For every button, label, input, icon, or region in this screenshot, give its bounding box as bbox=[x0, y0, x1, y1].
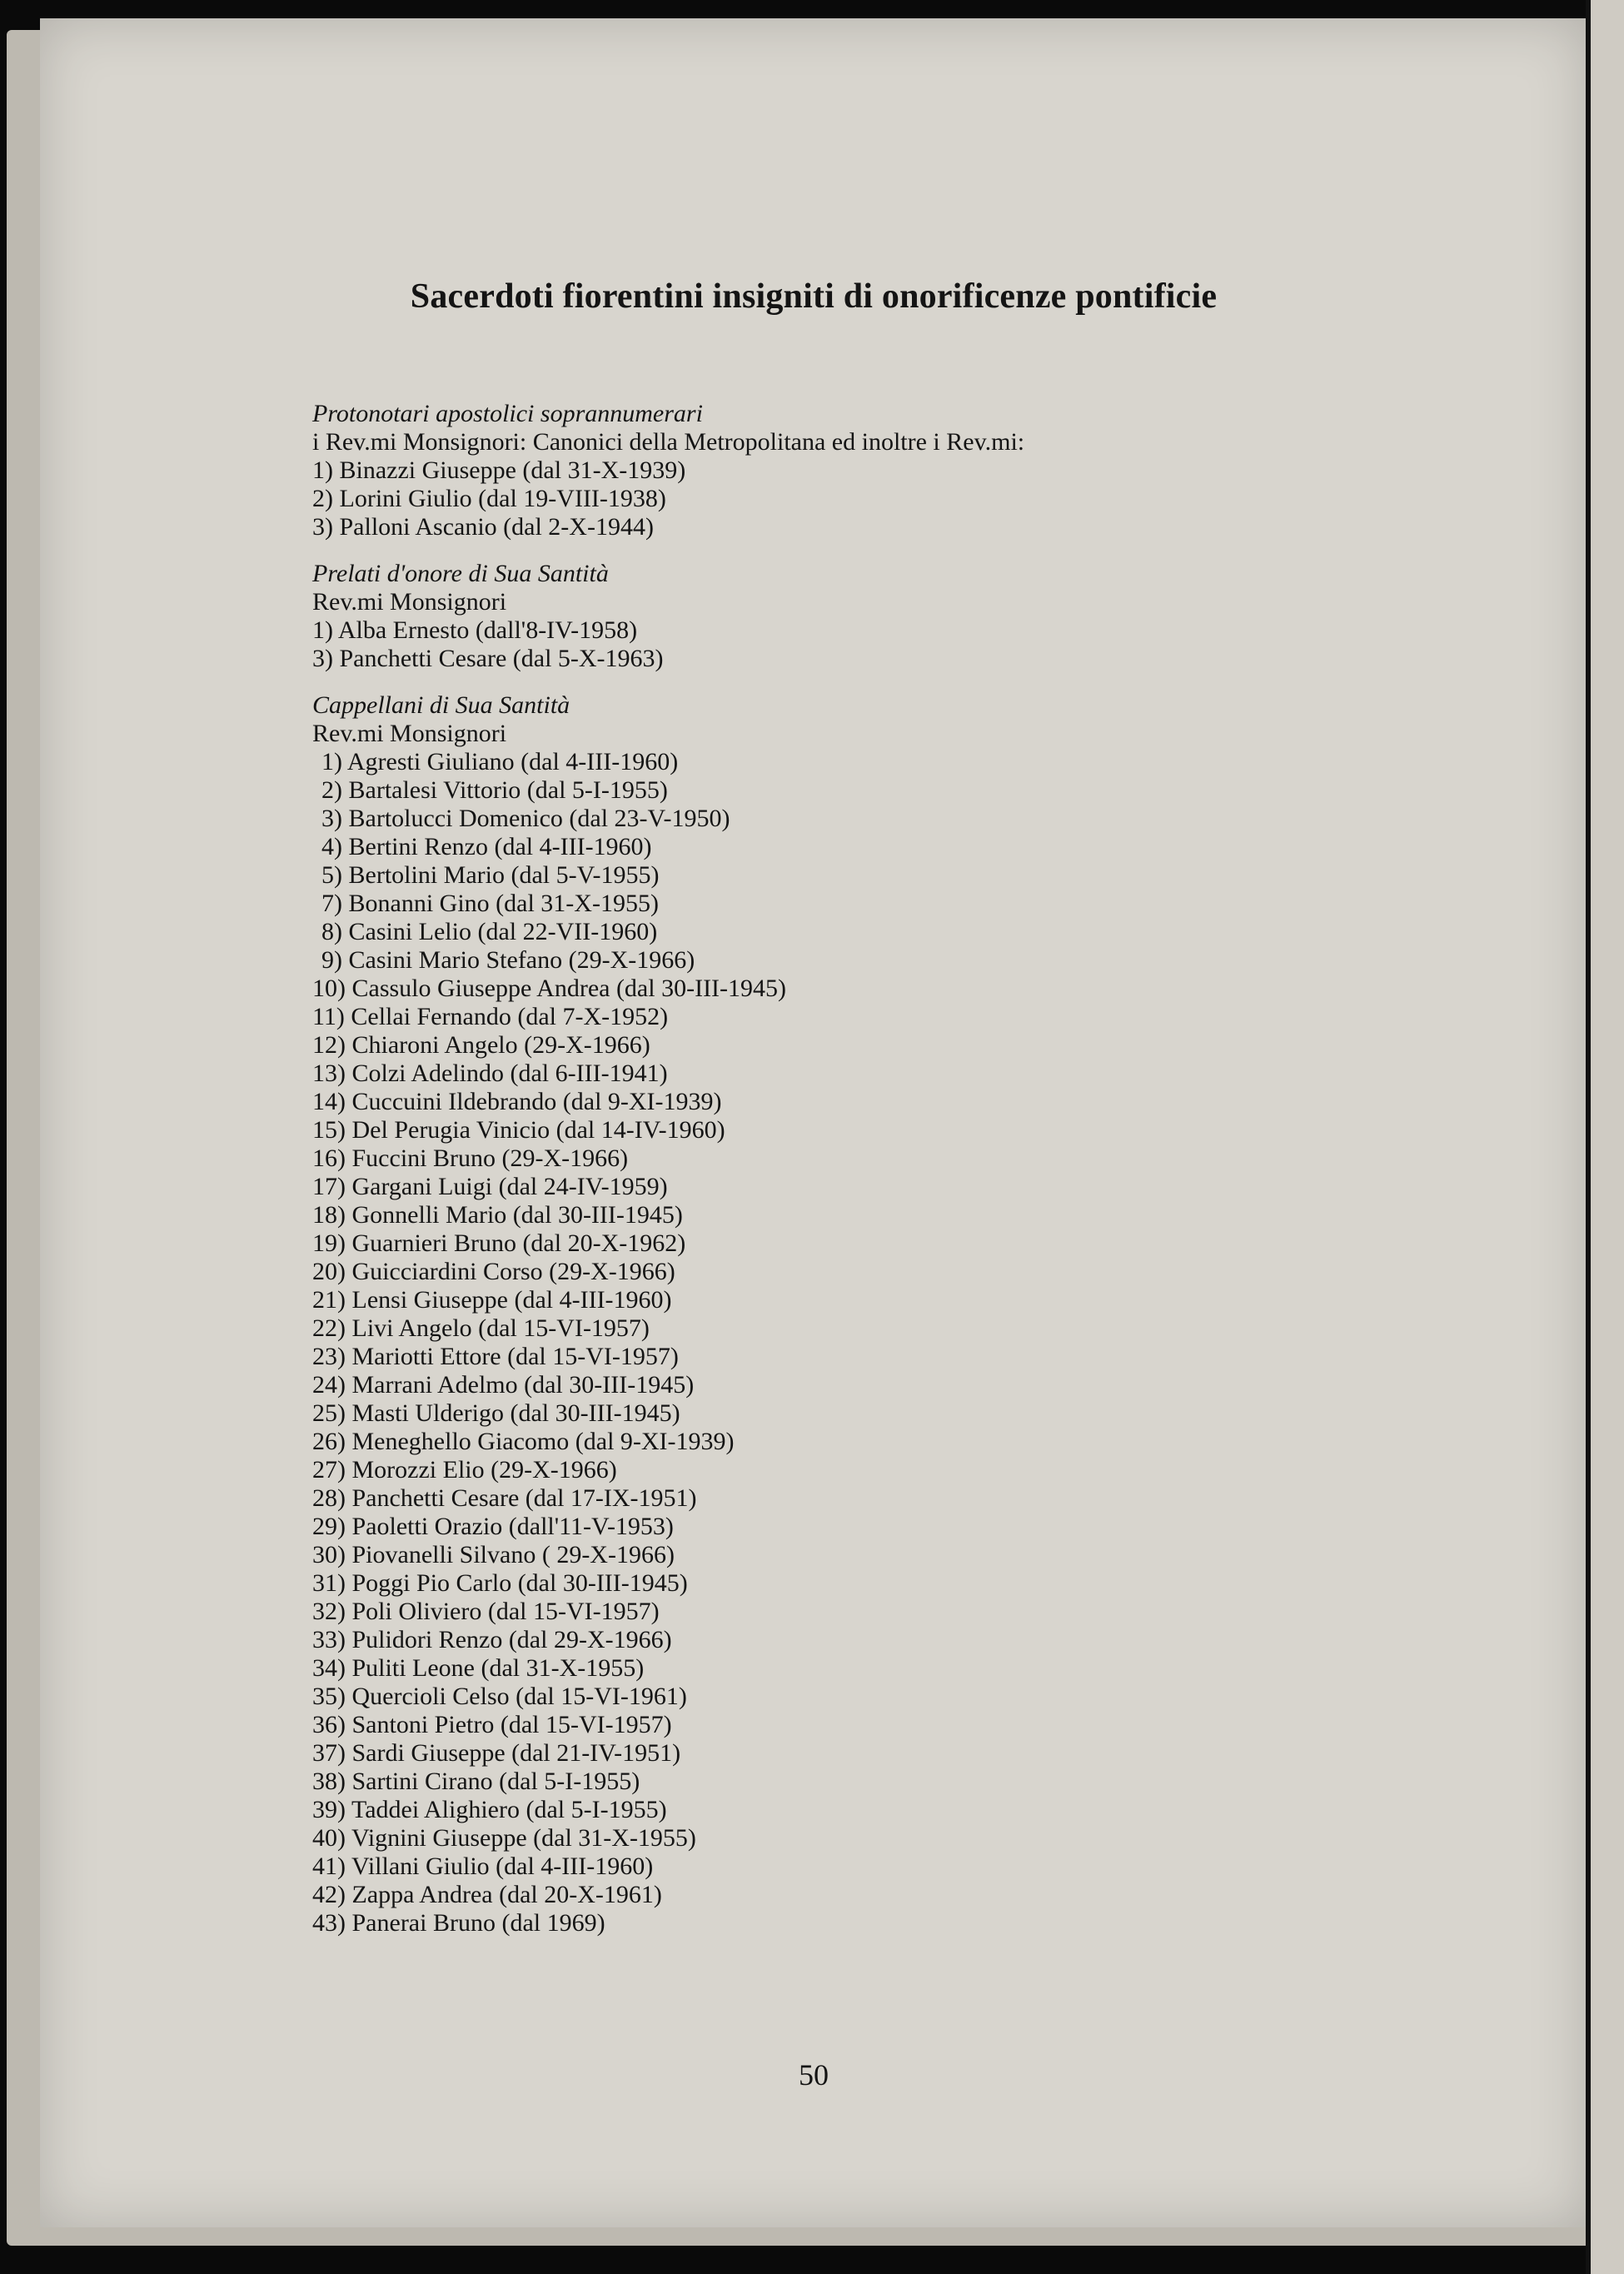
list-item-number: 16) bbox=[312, 1144, 346, 1172]
list-item bbox=[312, 1768, 1312, 1796]
list-item-text: Fuccini Bruno (29-X-1966) bbox=[351, 1144, 629, 1172]
list-item-text: Sartini Cirano (dal 5-I-1955) bbox=[351, 1768, 640, 1795]
list-item-number: 39) bbox=[312, 1796, 346, 1823]
list-item-number: 2) bbox=[321, 776, 342, 804]
list-item bbox=[312, 1314, 1312, 1343]
list-item-number: 23) bbox=[312, 1343, 346, 1370]
section-protonotari bbox=[312, 400, 1312, 541]
list-item-number: 2) bbox=[312, 485, 333, 512]
protonotari-list bbox=[312, 456, 1312, 541]
list-item bbox=[312, 1853, 1312, 1881]
list-item-text: Poli Oliviero (dal 15-VI-1957) bbox=[351, 1598, 660, 1625]
adjacent-page-edge bbox=[1586, 0, 1624, 2274]
list-item-number: 21) bbox=[312, 1286, 346, 1314]
list-item-number: 29) bbox=[312, 1513, 346, 1540]
list-item bbox=[312, 1173, 1312, 1201]
list-item bbox=[312, 513, 1312, 541]
list-item-text: Cellai Fernando (dal 7-X-1952) bbox=[351, 1003, 669, 1030]
list-item bbox=[312, 890, 1312, 918]
list-item bbox=[312, 1144, 1312, 1173]
list-item-text: Lorini Giulio (dal 19-VIII-1938) bbox=[339, 485, 666, 512]
list-item bbox=[312, 1626, 1312, 1654]
prelati-list bbox=[312, 616, 1312, 673]
list-item bbox=[312, 833, 1312, 861]
list-item bbox=[312, 1484, 1312, 1513]
list-item bbox=[312, 1060, 1312, 1088]
list-item-number: 18) bbox=[312, 1201, 346, 1229]
list-item bbox=[312, 975, 1312, 1003]
list-item-number: 13) bbox=[312, 1060, 346, 1087]
list-item-text: Vignini Giuseppe (dal 31-X-1955) bbox=[351, 1824, 696, 1852]
list-item-text: Casini Lelio (dal 22-VII-1960) bbox=[348, 918, 658, 945]
list-item bbox=[312, 748, 1312, 776]
cappellani-list bbox=[312, 748, 1312, 1937]
list-item-text: Meneghello Giacomo (dal 9-XI-1939) bbox=[351, 1428, 735, 1455]
list-item-text: Gargani Luigi (dal 24-IV-1959) bbox=[351, 1173, 668, 1200]
list-item-number: 37) bbox=[312, 1739, 346, 1767]
section-prelati bbox=[312, 560, 1312, 673]
list-item-number: 1) bbox=[321, 748, 342, 775]
list-item bbox=[312, 1683, 1312, 1711]
list-item-number: 43) bbox=[312, 1909, 346, 1937]
list-item-text: Bartolucci Domenico (dal 23-V-1950) bbox=[348, 805, 730, 832]
list-item-text: Bertini Renzo (dal 4-III-1960) bbox=[348, 833, 652, 860]
list-item-text: Panerai Bruno (dal 1969) bbox=[351, 1909, 605, 1937]
list-item-number: 34) bbox=[312, 1654, 346, 1682]
list-item-number: 3) bbox=[321, 805, 342, 832]
list-item-number: 17) bbox=[312, 1173, 346, 1200]
list-item-text: Bonanni Gino (dal 31-X-1955) bbox=[348, 890, 659, 917]
section-heading: Prelati d'onore di Sua Santità bbox=[312, 560, 609, 587]
list-item-number: 8) bbox=[321, 918, 342, 945]
list-item bbox=[312, 776, 1312, 805]
section-heading: Cappellani di Sua Santità bbox=[312, 691, 570, 719]
list-item-number: 30) bbox=[312, 1541, 346, 1568]
list-item bbox=[312, 861, 1312, 890]
list-item-number: 4) bbox=[321, 833, 342, 860]
list-item-text: Livi Angelo (dal 15-VI-1957) bbox=[351, 1314, 650, 1342]
list-item-text: Cuccuini Ildebrando (dal 9-XI-1939) bbox=[351, 1088, 722, 1115]
list-item-number: 24) bbox=[312, 1371, 346, 1399]
list-item bbox=[312, 1399, 1312, 1428]
list-item bbox=[312, 1088, 1312, 1116]
list-item bbox=[312, 1371, 1312, 1399]
list-item bbox=[312, 1456, 1312, 1484]
list-item-number: 31) bbox=[312, 1569, 346, 1597]
list-item-text: Zappa Andrea (dal 20-X-1961) bbox=[351, 1881, 662, 1908]
list-item-text: Pulidori Renzo (dal 29-X-1966) bbox=[351, 1626, 672, 1653]
list-item bbox=[312, 946, 1312, 975]
list-item-number: 5) bbox=[321, 861, 342, 889]
list-item bbox=[312, 1598, 1312, 1626]
list-item-text: Bartalesi Vittorio (dal 5-I-1955) bbox=[348, 776, 668, 804]
section-heading: Protonotari apostolici soprannumerari bbox=[312, 400, 703, 427]
list-item-number: 10) bbox=[312, 975, 346, 1002]
list-item-text: Guarnieri Bruno (dal 20-X-1962) bbox=[351, 1229, 686, 1257]
list-item-text: Masti Ulderigo (dal 30-III-1945) bbox=[351, 1399, 680, 1427]
page-title: Sacerdoti fiorentini insigniti di onorificenze pontificie bbox=[410, 277, 1218, 316]
list-item-text: Santoni Pietro (dal 15-VI-1957) bbox=[351, 1711, 672, 1738]
list-item bbox=[312, 1258, 1312, 1286]
list-item-number: 35) bbox=[312, 1683, 346, 1710]
list-item-number: 20) bbox=[312, 1258, 346, 1285]
list-item-number: 1) bbox=[312, 456, 333, 484]
list-item-number: 7) bbox=[321, 890, 342, 917]
list-item-number: 11) bbox=[312, 1003, 345, 1030]
list-item-number: 3) bbox=[312, 513, 333, 541]
list-item bbox=[312, 1428, 1312, 1456]
list-item-number: 15) bbox=[312, 1116, 346, 1144]
list-item bbox=[312, 1343, 1312, 1371]
list-item-text: Chiaroni Angelo (29-X-1966) bbox=[351, 1031, 650, 1059]
list-item bbox=[312, 1796, 1312, 1824]
list-item-text: Gonnelli Mario (dal 30-III-1945) bbox=[351, 1201, 683, 1229]
list-item bbox=[312, 1513, 1312, 1541]
list-item bbox=[312, 1541, 1312, 1569]
list-item-number: 27) bbox=[312, 1456, 346, 1484]
list-item-text: Colzi Adelindo (dal 6-III-1941) bbox=[351, 1060, 668, 1087]
list-item bbox=[312, 485, 1312, 513]
list-item-number: 42) bbox=[312, 1881, 346, 1908]
list-item-number: 32) bbox=[312, 1598, 346, 1625]
list-item-text: Villani Giulio (dal 4-III-1960) bbox=[351, 1853, 654, 1880]
list-item-text: Agresti Giuliano (dal 4-III-1960) bbox=[346, 748, 679, 775]
list-item-text: Bertolini Mario (dal 5-V-1955) bbox=[348, 861, 660, 889]
list-item-text: Panchetti Cesare (dal 5-X-1963) bbox=[339, 645, 664, 672]
list-item-text: Palloni Ascanio (dal 2-X-1944) bbox=[339, 513, 654, 541]
list-item-text: Cassulo Giuseppe Andrea (dal 30-III-1945) bbox=[351, 975, 787, 1002]
list-item-text: Del Perugia Vinicio (dal 14-IV-1960) bbox=[351, 1116, 725, 1144]
list-item-text: Taddei Alighiero (dal 5-I-1955) bbox=[351, 1796, 667, 1823]
list-item-text: Sardi Giuseppe (dal 21-IV-1951) bbox=[351, 1739, 681, 1767]
list-item-text: Alba Ernesto (dall'8-IV-1958) bbox=[337, 616, 638, 644]
list-item bbox=[312, 1654, 1312, 1683]
list-item-text: Paoletti Orazio (dall'11-V-1953) bbox=[351, 1513, 674, 1540]
list-item-number: 14) bbox=[312, 1088, 346, 1115]
page-number: 50 bbox=[799, 2058, 829, 2092]
list-item bbox=[312, 918, 1312, 946]
list-item bbox=[312, 1711, 1312, 1739]
list-item bbox=[312, 1201, 1312, 1229]
list-item bbox=[312, 1286, 1312, 1314]
list-item bbox=[312, 1909, 1312, 1937]
list-item bbox=[312, 1116, 1312, 1144]
list-item bbox=[312, 1031, 1312, 1060]
list-item-number: 26) bbox=[312, 1428, 346, 1455]
list-item-text: Binazzi Giuseppe (dal 31-X-1939) bbox=[339, 456, 686, 484]
list-item-number: 22) bbox=[312, 1314, 346, 1342]
list-item-number: 36) bbox=[312, 1711, 346, 1738]
list-item bbox=[312, 456, 1312, 485]
list-item bbox=[312, 1003, 1312, 1031]
list-item bbox=[312, 1824, 1312, 1853]
list-item bbox=[312, 1739, 1312, 1768]
list-item-text: Guicciardini Corso (29-X-1966) bbox=[351, 1258, 675, 1285]
list-item-text: Quercioli Celso (dal 15-VI-1961) bbox=[351, 1683, 687, 1710]
section-cappellani bbox=[312, 691, 1312, 1937]
list-item-number: 33) bbox=[312, 1626, 346, 1653]
list-item-text: Marrani Adelmo (dal 30-III-1945) bbox=[351, 1371, 695, 1399]
list-item-text: Panchetti Cesare (dal 17-IX-1951) bbox=[351, 1484, 697, 1512]
list-item-text: Morozzi Elio (29-X-1966) bbox=[351, 1456, 617, 1484]
list-item bbox=[312, 616, 1312, 645]
list-item-number: 25) bbox=[312, 1399, 346, 1427]
list-item bbox=[312, 805, 1312, 833]
list-item bbox=[312, 1569, 1312, 1598]
list-item-text: Mariotti Ettore (dal 15-VI-1957) bbox=[351, 1343, 679, 1370]
section-intro: i Rev.mi Monsignori: Canonici della Metropolitana ed inoltre i Rev.mi: bbox=[312, 428, 1025, 456]
list-item-number: 3) bbox=[312, 645, 333, 672]
list-item-number: 1) bbox=[312, 616, 333, 644]
book-page bbox=[40, 18, 1587, 2227]
section-intro: Rev.mi Monsignori bbox=[312, 720, 507, 747]
list-item bbox=[312, 1229, 1312, 1258]
list-item-text: Puliti Leone (dal 31-X-1955) bbox=[351, 1654, 645, 1682]
list-item-number: 28) bbox=[312, 1484, 346, 1512]
list-item-number: 40) bbox=[312, 1824, 346, 1852]
page-content bbox=[312, 400, 1312, 1937]
list-item-text: Lensi Giuseppe (dal 4-III-1960) bbox=[351, 1286, 672, 1314]
section-intro: Rev.mi Monsignori bbox=[312, 588, 507, 616]
list-item-text: Poggi Pio Carlo (dal 30-III-1945) bbox=[351, 1569, 688, 1597]
list-item bbox=[312, 645, 1312, 673]
list-item bbox=[312, 1881, 1312, 1909]
list-item-number: 12) bbox=[312, 1031, 346, 1059]
list-item-number: 19) bbox=[312, 1229, 346, 1257]
list-item-number: 41) bbox=[312, 1853, 346, 1880]
list-item-text: Piovanelli Silvano ( 29-X-1966) bbox=[351, 1541, 675, 1568]
list-item-text: Casini Mario Stefano (29-X-1966) bbox=[348, 946, 695, 974]
list-item-number: 38) bbox=[312, 1768, 346, 1795]
list-item-number: 9) bbox=[321, 946, 342, 974]
